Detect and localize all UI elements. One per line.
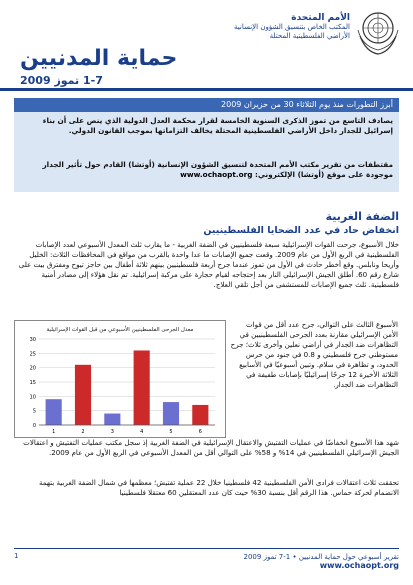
- footer-report-line: تقرير أسبوعي حول حماية المدنيين • 1-7 تموز 2009: [243, 553, 399, 561]
- document-title: حماية المدنيين: [20, 46, 178, 71]
- org-line-3: الأراضي الفلسطينية المحتلة: [269, 32, 350, 40]
- chart-x-tick-label: 6: [198, 429, 202, 435]
- injuries-bar-chart: [14, 320, 226, 438]
- chart-x-tick-label: 4: [140, 429, 144, 435]
- section-subheading: انخفاض حاد في عدد الضحايا الفلسطينيين: [203, 225, 399, 236]
- highlights-heading: أبرز التطورات منذ يوم الثلاثاء 30 من حزيران 2009: [14, 98, 399, 112]
- chart-bar: [192, 405, 208, 425]
- chart-y-tick-label: 25: [29, 351, 36, 358]
- chart-x-tick-label: 5: [169, 429, 173, 435]
- un-emblem-icon: [352, 6, 404, 58]
- chart-bar: [104, 414, 120, 425]
- chart-x-tick-label: 1: [52, 429, 56, 435]
- chart-y-tick-label: 10: [29, 394, 36, 401]
- chart-y-tick-label: 20: [29, 365, 36, 372]
- org-line-2: المكتب الخاص بتنسيق الشؤون الإنسانية: [234, 23, 350, 31]
- organization-name: [175, 14, 350, 41]
- paragraph-1: خلال الأسبوع، جرحت القوات الإسرائيلية سبعة فلسطينيين في الضفة الغربية - ما يقارب ثلث المعدل الأسبوعي لعدد الإصابات الفلسطينية في الربع الأول من عام 2009. وقعت جميع الإصابات ما عدا واحدة بالقرب من مواقع في المحافظات الثلاث: الخليل وأريحا ونابلس. وقع أخطر حادث في الأول من تموز عندما جرح أربعة فلسطينيين بينهم ثلاثة أطفال بين حاجز تيوح ومفترق بيت على شارع رقم 60. أطلق الجيش الإسرائيلي النار بعد إحتجاجه لقيام حجارة على مركبة إسرائيلية. تم نقل هؤلاء إلى مصادر أمنية فلسطينية. ثلث جميع الإصابات للمستشفى من أجل تلقي العلاج.: [18, 240, 399, 289]
- footer-website-link[interactable]: www.ochaopt.org: [319, 561, 399, 570]
- paragraph-3: شهد هذا الأسبوع انخفاضًا في عمليات التفتيش والاعتقال الإسرائيلية في الضفة الغربية إذ سجل مكتب عمليات التفتيش و اعتقالات الجيش الإسرائيلي الفلسطينيين في 14% و 58% على التوالي أقل من المعدل الأسبوعي في الربع الأول من عام 2009.: [23, 438, 399, 457]
- chart-y-tick-label: 0: [32, 423, 36, 429]
- ocha-website-link[interactable]: www.ochaopt.org: [180, 170, 253, 179]
- page-number: 1: [14, 552, 19, 560]
- org-line-1: الأمم المتحدة: [291, 13, 350, 23]
- paragraph-2: الأسبوع الثالث على التوالي، جرح عدد أقل من قوات الأمن الإسرائيلي مقارنة بعدد الجرحى الفلسطينيين في التظاهرات ضد الجدار في أراضي نعلين وأخرى ثلاث؛ جرح مستوطني جرح فلسطيني و 0.8 في جنود من حرس الحدود، و تظاهرة في سلام. وتبين أسبوعيًا في الأسابيع الثلاثة الأخيرة 12 جرحًا إسرائيليًا بإصابات طفيفة في التظاهرات ضد الجدار.: [230, 320, 398, 389]
- chart-y-tick-label: 15: [29, 380, 36, 386]
- footer-divider: [14, 548, 399, 549]
- chart-bar: [46, 399, 62, 425]
- chart-title: معدل الجرحى الفلسطينيين الأسبوعي من قبل القوات الإسرائيلية: [46, 327, 194, 333]
- chart-y-tick-label: 5: [32, 408, 36, 415]
- chart-bar: [134, 350, 150, 425]
- section-heading: الضفة الغربية: [325, 210, 399, 223]
- chart-x-tick-label: 2: [81, 429, 85, 435]
- chart-y-tick-label: 30: [29, 337, 36, 343]
- highlights-bullet-1: يصادف التاسع من تموز الذكرى السنوية الخامسة لقرار محكمة العدل الدولية الذي ينص على أن بناء إسرائيل للجدار داخل الأراضي الفلسطينية المحتلة يخالف التزاماتها بموجب القانون الدولي.: [42, 116, 393, 135]
- highlights-bullet-2: [20, 160, 393, 180]
- chart-bar: [163, 402, 179, 425]
- chart-x-tick-label: 3: [110, 429, 114, 435]
- chart-bar: [75, 365, 91, 425]
- highlights-bullet-2-text: مقتطفات من تقرير مكتب الأمم المتحدة لتنسيق الشؤون الإنسانية (أوتشا) القادم حول تأثير الجدار موجودة على موقع (أوتشا) الإلكتروني:: [42, 160, 393, 179]
- title-divider: [0, 88, 413, 91]
- chart-canvas: [15, 321, 225, 437]
- document-date: 1-7 تموز 2009: [20, 74, 103, 87]
- paragraph-4: تحققت ثلاث اعتقالات فرادى الأمن الفلسطينية 42 فلسطينيا خلال 22 عملية تفتيش؛ معظمها في شمال الضفة الغربية بتهمة الانضمام لحركة حماس. هذا الرقم أقل بنسبة 30% حيث كان عدد المعتقلين 60 معتقلا فلسطينيا: [38, 478, 399, 497]
